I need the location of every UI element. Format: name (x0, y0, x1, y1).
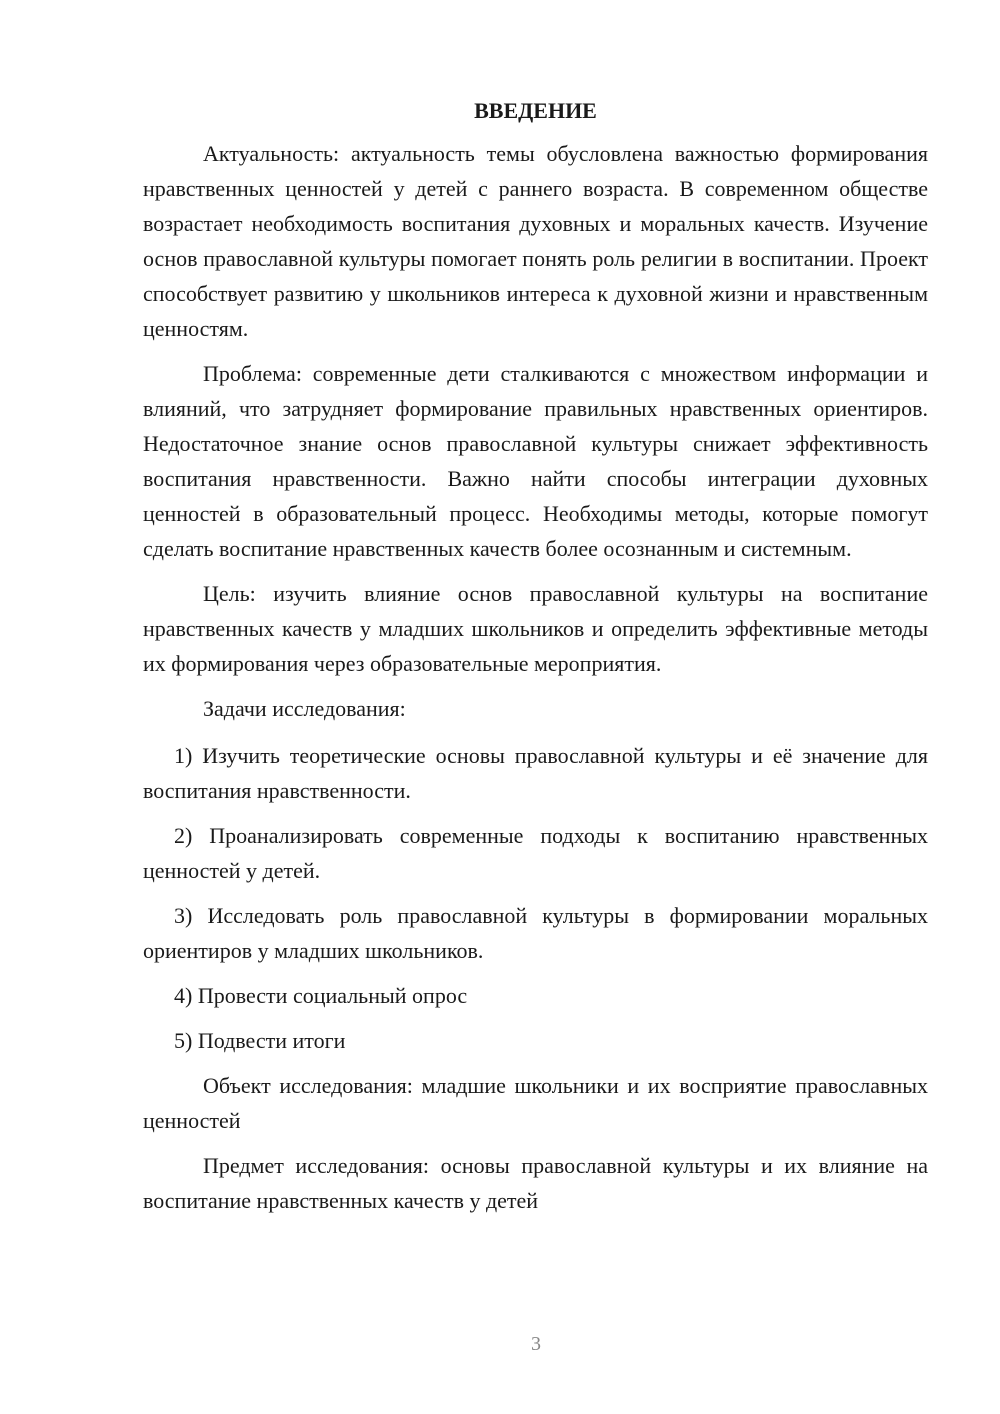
object-paragraph: Объект исследования: младшие школьники и их восприятие православных ценностей (143, 1073, 928, 1133)
task-item-1: 1) Изучить теоретические основы православной культуры и её значение для воспитания нравственности. (143, 743, 928, 803)
task-item-4: 4) Провести социальный опрос (174, 983, 468, 1008)
task-item-2: 2) Проанализировать современные подходы к воспитанию нравственных ценностей у детей. (143, 823, 928, 883)
task-item-5: 5) Подвести итоги (174, 1028, 346, 1053)
page-number: 3 (531, 1333, 541, 1355)
subject-paragraph: Предмет исследования: основы православной культуры и их влияние на воспитание нравственных качеств у детей (143, 1153, 928, 1213)
relevance-paragraph: Актуальность: актуальность темы обусловлена важностью формирования нравственных ценностей у детей с раннего возраста. В современном обществе возрастает необходимость воспитания духовных и моральных качеств. Изучение основ православной культуры помогает понять роль религии в воспитании. Проект способствует развитию у школьников интереса к духовной жизни и нравственным ценностям. (143, 141, 928, 341)
tasks-heading: Задачи исследования: (203, 696, 406, 721)
section-title: ВВЕДЕНИЕ (474, 98, 597, 123)
page-content (143, 96, 928, 1228)
goal-paragraph: Цель: изучить влияние основ православной культуры на воспитание нравственных качеств у младших школьников и определить эффективные методы их формирования через образовательные мероприятия. (143, 581, 928, 676)
tasks-list (143, 738, 928, 1058)
problem-paragraph: Проблема: современные дети сталкиваются с множеством информации и влияний, что затрудняет формирование правильных нравственных ориентиров. Недостаточное знание основ православной культуры снижает эффективность воспитания нравственности. Важно найти способы интеграции духовных ценностей в образовательный процесс. Необходимы методы, которые помогут сделать воспитание нравственных качеств более осознанным и системным. (143, 361, 928, 561)
task-item-3: 3) Исследовать роль православной культуры в формировании моральных ориентиров у младших школьников. (143, 903, 928, 963)
